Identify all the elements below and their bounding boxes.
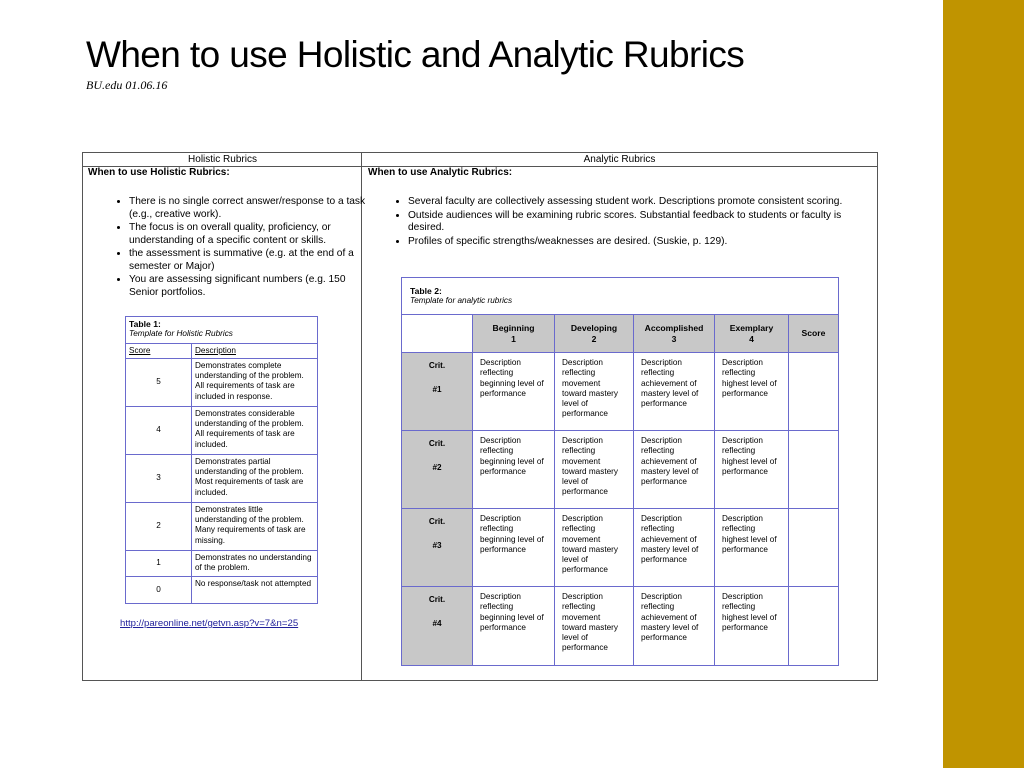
holistic-header: Holistic Rubrics	[83, 153, 362, 167]
rubric-cell: Description reflecting beginning level of performance	[473, 509, 555, 587]
column-header-label: Accomplished	[644, 323, 704, 334]
analytic-bullet-list	[389, 196, 878, 249]
description-cell: No response/task not attempted	[195, 578, 312, 588]
rubric-cell: Description reflecting achievement of mastery level of performance	[634, 509, 715, 587]
score-cell: 3	[126, 455, 192, 502]
table1-subtitle: Template for Holistic Rubrics	[129, 329, 233, 339]
description-cell: Demonstrates little understanding of the problem. Many requirements of task are missing.	[195, 504, 306, 545]
table-row	[126, 359, 317, 407]
criterion-header	[402, 509, 473, 587]
rubric-cell: Description reflecting highest level of performance	[715, 509, 789, 587]
score-cell: 2	[126, 503, 192, 550]
table2-subtitle: Template for analytic rubrics	[410, 296, 513, 306]
column-header-label: Developing	[570, 323, 618, 334]
score-column-header: Score	[126, 344, 192, 358]
score-cell: 5	[126, 359, 192, 406]
rubric-cell: Description reflecting achievement of mastery level of performance	[634, 353, 715, 431]
rubric-cell: Description reflecting beginning level of performance	[473, 431, 555, 509]
holistic-bullet: • There is no single correct answer/response to a task (e.g., creative work).	[129, 196, 377, 221]
column-header-level: 4	[749, 333, 754, 344]
criterion-label: Crit.	[428, 361, 446, 370]
score-cell	[789, 431, 838, 509]
description-column-header: Description	[195, 345, 236, 355]
table2-grid	[402, 315, 838, 665]
rubric-cell: Description reflecting movement toward mastery level of performance	[555, 587, 634, 665]
criterion-label: Crit.	[428, 439, 446, 448]
analytic-rubric-table	[401, 277, 839, 666]
table1-label: Table 1:	[129, 319, 161, 329]
description-cell: Demonstrates no understanding of the problem.	[195, 552, 312, 573]
score-cell	[789, 353, 838, 431]
column-header-level: 1	[511, 333, 516, 344]
rubric-cell: Description reflecting beginning level of performance	[473, 353, 555, 431]
rubric-cell: Description reflecting movement toward mastery level of performance	[555, 353, 634, 431]
analytic-section-title: When to use Analytic Rubrics:	[368, 167, 513, 178]
table-row	[126, 503, 317, 551]
holistic-bullet-list	[110, 196, 377, 300]
table-row	[126, 455, 317, 503]
criterion-number: #1	[432, 385, 442, 395]
accent-side-bar	[943, 0, 1024, 768]
pareonline-link[interactable]: http://pareonline.net/getvn.asp?v=7&n=25	[120, 618, 299, 629]
criterion-number: #4	[432, 619, 442, 629]
holistic-bullet: • You are assessing significant numbers (e.g. 150 Senior portfolios.	[129, 274, 377, 299]
holistic-section-title: When to use Holistic Rubrics:	[88, 167, 230, 178]
column-header-label: Score	[801, 328, 826, 339]
table-row	[126, 551, 317, 577]
column-header	[634, 315, 715, 353]
rubric-cell: Description reflecting movement toward mastery level of performance	[555, 509, 634, 587]
description-cell: Demonstrates considerable understanding of the problem. All requirements of task are included.	[195, 408, 304, 449]
column-header-level: 3	[671, 333, 677, 344]
column-header-label: Beginning	[492, 323, 535, 334]
column-header	[789, 315, 838, 353]
score-cell	[789, 509, 838, 587]
rubric-cell: Description reflecting achievement of mastery level of performance	[634, 431, 715, 509]
rubric-cell: Description reflecting movement toward mastery level of performance	[555, 431, 634, 509]
holistic-bullet: • the assessment is summative (e.g. at the end of a semester or Major)	[129, 248, 377, 273]
table-row	[126, 577, 317, 603]
column-header-level: 2	[591, 333, 597, 344]
score-cell: 0	[126, 577, 192, 603]
criterion-number: #3	[432, 541, 442, 551]
rubric-cell: Description reflecting highest level of performance	[715, 587, 789, 665]
table-row	[126, 407, 317, 455]
table2-corner-cell	[402, 315, 473, 353]
table2-caption	[402, 278, 838, 315]
slide-subtitle: BU.edu 01.06.16	[86, 78, 168, 92]
column-header-label: Exemplary	[729, 323, 774, 334]
table1-caption	[126, 317, 317, 344]
score-cell: 4	[126, 407, 192, 454]
column-header	[555, 315, 634, 353]
analytic-bullet: • Profiles of specific strengths/weaknesses are desired. (Suskie, p. 129).	[408, 236, 878, 249]
analytic-header: Analytic Rubrics	[362, 153, 877, 167]
rubric-cell: Description reflecting achievement of mastery level of performance	[634, 587, 715, 665]
score-cell	[789, 587, 838, 665]
holistic-rubric-table	[125, 316, 318, 604]
criterion-header	[402, 431, 473, 509]
column-header	[473, 315, 555, 353]
table1-header-row	[126, 344, 317, 359]
analytic-bullet: • Outside audiences will be examining rubric scores. Substantial feedback to students or faculty is desired.	[408, 210, 878, 235]
rubric-cell: Description reflecting highest level of performance	[715, 431, 789, 509]
column-header	[715, 315, 789, 353]
criterion-label: Crit.	[428, 517, 446, 526]
table2-label: Table 2:	[410, 286, 442, 296]
criterion-header	[402, 353, 473, 431]
criterion-header	[402, 587, 473, 665]
slide-title: When to use Holistic and Analytic Rubrics	[86, 34, 745, 75]
rubric-cell: Description reflecting highest level of performance	[715, 353, 789, 431]
analytic-bullet: • Several faculty are collectively assessing student work. Descriptions promote consistent scoring.	[408, 196, 878, 209]
holistic-bullet: • The focus is on overall quality, proficiency, or understanding of a specific content or skills.	[129, 222, 377, 247]
description-cell: Demonstrates complete understanding of the problem. All requirements of task are included in response.	[195, 360, 304, 401]
description-cell: Demonstrates partial understanding of the problem. Most requirements of task are included.	[195, 456, 304, 497]
criterion-number: #2	[432, 463, 442, 473]
criterion-label: Crit.	[428, 595, 446, 604]
rubric-cell: Description reflecting beginning level of performance	[473, 587, 555, 665]
score-cell: 1	[126, 551, 192, 576]
